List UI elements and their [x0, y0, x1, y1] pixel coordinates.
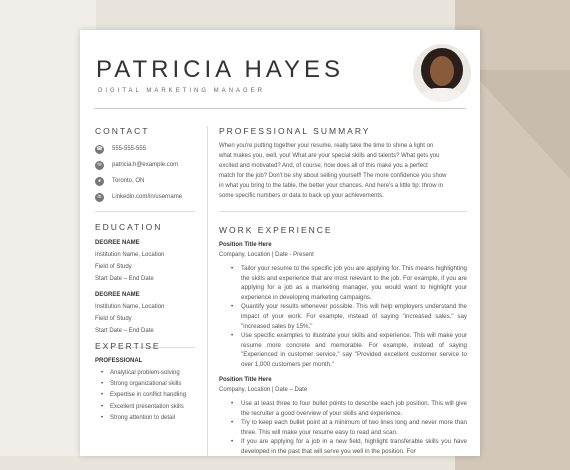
- list-item: • Excellent presentation skills: [96, 402, 186, 413]
- resume-title: DIGITAL MARKETING MANAGER: [98, 88, 266, 94]
- column-divider: [207, 126, 208, 456]
- list-item: • Tailor your resume to the specific job you are applying for. This means highlighting the skills and experience that are most relevant to the job. For example, if you are applying for a job as a marketing manager, you would want to highlight your experience in developing marketing campaigns.: [219, 264, 467, 302]
- email-icon: ✉: [95, 161, 104, 170]
- job-bullets: [219, 264, 467, 370]
- position-meta: Company, Location | Date - Present: [219, 252, 314, 258]
- list-item: • Analytical problem-solving: [96, 368, 186, 379]
- education-heading: EDUCATION: [95, 222, 163, 232]
- summary-line: in what you bring to the table, the better your chances. And here's a little tip: throw in: [219, 183, 443, 189]
- resume-name: PATRICIA HAYES: [96, 56, 345, 83]
- position-title: Position Title Here: [219, 377, 272, 383]
- list-item: • Try to keep each bullet point at a minimum of two lines long and never more than three. This will make your resume easy to read and scan.: [219, 418, 467, 437]
- header-divider: [94, 108, 466, 109]
- list-item: • Strong organizational skills: [96, 379, 186, 390]
- summary-line: what makes you, well, you! What are your special skills and talents? What gets you: [219, 153, 440, 159]
- summary-line: some specific numbers or data to back up your achievements.: [219, 193, 384, 199]
- summary-line: match for the job? Don't be shy about selling yourself! The more confidence you show: [219, 173, 447, 179]
- list-item: • If you are applying for a job in a new field, highlight transferable skills you have developed in the past that will serve you well in the position. For: [219, 437, 467, 456]
- experience-heading: WORK EXPERIENCE: [219, 225, 333, 235]
- envelope-flap: [470, 70, 570, 190]
- degree-name: DEGREE NAME: [95, 292, 140, 298]
- contact-phone: ☎ 555-555-555: [96, 145, 147, 152]
- education-dates: Start Date – End Date: [95, 276, 154, 282]
- expertise-heading: EXPERTISE: [95, 341, 161, 351]
- institution: Institution Name, Location: [95, 252, 165, 258]
- summary-line: excited and motivated? And, of course, how does all of this make you a perfect: [219, 163, 428, 169]
- phone-icon: ☎: [96, 146, 103, 152]
- position-title: Position Title Here: [219, 242, 272, 248]
- list-item: • Strong attention to detail: [96, 413, 186, 424]
- summary-heading: PROFESSIONAL SUMMARY: [219, 126, 371, 136]
- list-item: • Expertise in conflict handling: [96, 390, 186, 401]
- contact-linkedin: in Linkedin.com/in/username: [95, 192, 182, 202]
- expertise-subheading: PROFESSIONAL: [95, 358, 143, 364]
- contact-location: ● Toronto, ON: [95, 176, 144, 186]
- list-item: • Use at least three to four bullet points to describe each job position. This will give the recruiter a good overview of your skills and experience.: [219, 399, 467, 418]
- position-meta: Company, Location | Date – Date: [219, 387, 308, 393]
- expertise-list: [96, 368, 186, 424]
- degree-name: DEGREE NAME: [95, 240, 140, 246]
- list-item: • Quantify your results whenever possible. This will help employers understand the impact of your work. For example, instead of saying "increased sales," say "increased sales by 15%.": [219, 302, 467, 331]
- linkedin-icon: in: [95, 193, 104, 202]
- job-bullets: [219, 399, 467, 456]
- education-dates: Start Date – End Date: [95, 328, 154, 334]
- summary-line: When you're putting together your resume, really take the time to shine a light on: [219, 143, 434, 149]
- resume-page: [80, 30, 480, 456]
- contact-heading: CONTACT: [95, 126, 150, 136]
- institution: Institution Name, Location: [95, 304, 165, 310]
- contact-email: ✉ patricia.h@example.com: [95, 160, 178, 170]
- profile-photo: [413, 44, 471, 102]
- field-of-study: Field of Study: [95, 316, 132, 322]
- list-item: • Use specific examples to illustrate your skills and experience. This will make your resume more concrete and memorable. For example, instead of saying "Experienced in customer service," say "Provided excellent customer service to over 1,000 customers per month.": [219, 331, 467, 369]
- field-of-study: Field of Study: [95, 264, 132, 270]
- location-icon: ●: [95, 177, 104, 186]
